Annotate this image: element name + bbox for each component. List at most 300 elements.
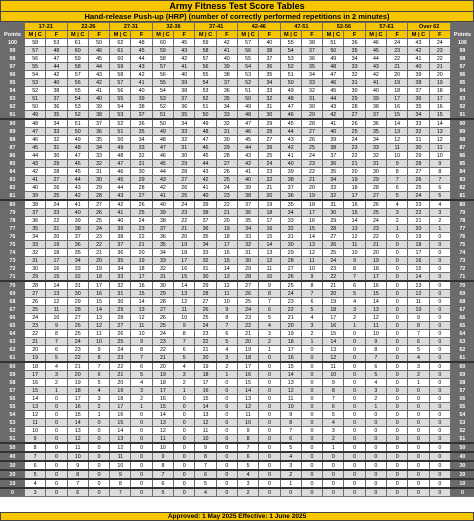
score-cell: 0 (387, 419, 408, 427)
score-cell: 4 (408, 354, 429, 363)
score-cell: 0 (429, 371, 450, 379)
score-cell: 33 (344, 63, 365, 71)
score-cell: 22 (280, 306, 301, 314)
score-cell: 5 (344, 290, 365, 298)
score-cell: 29 (174, 160, 195, 168)
score-cell: 33 (195, 249, 216, 257)
score-cell: 0 (429, 265, 450, 273)
score-cell: 16 (408, 257, 429, 265)
score-cell: 0 (259, 354, 280, 363)
table-row (1, 470, 474, 479)
score-cell: 50 (25, 103, 46, 111)
score-cell: 12 (301, 249, 322, 257)
score-cell: 18 (174, 249, 195, 257)
score-cell: 8 (323, 387, 344, 395)
score-cell: 43 (25, 160, 46, 168)
score-cell: 27 (152, 306, 173, 314)
score-cell: 53 (280, 55, 301, 63)
score-cell: 16 (46, 265, 67, 273)
score-cell: 30 (110, 298, 131, 306)
score-cell: 31 (237, 249, 258, 257)
score-cell: 40 (237, 176, 258, 184)
score-cell: 20 (152, 362, 173, 371)
score-cell: 5 (174, 354, 195, 363)
score-cell: 7 (88, 362, 109, 371)
score-cell: 12 (152, 427, 173, 435)
score-cell: 10 (88, 338, 109, 346)
score-cell: 0 (216, 479, 237, 488)
score-cell: 9 (387, 160, 408, 168)
score-cell: 37 (216, 79, 237, 87)
score-cell: 2 (174, 379, 195, 387)
table-row (1, 128, 474, 136)
score-cell: 21 (408, 217, 429, 225)
score-cell: 30 (323, 209, 344, 217)
score-cell: 0 (387, 387, 408, 395)
score-cell: 26 (408, 176, 429, 184)
score-cell: 24 (280, 290, 301, 298)
score-cell: 46 (365, 39, 386, 47)
score-cell: 0 (88, 479, 109, 488)
score-cell: 0 (88, 461, 109, 470)
score-cell: 37 (259, 55, 280, 63)
score-cell: 30 (67, 290, 88, 298)
score-cell: 0 (408, 461, 429, 470)
score-cell: 40 (152, 200, 173, 209)
points-cell: 83 (1, 176, 25, 184)
score-cell: 0 (88, 470, 109, 479)
score-cell: 34 (259, 79, 280, 87)
score-cell: 48 (237, 111, 258, 120)
score-cell: 33 (88, 152, 109, 160)
score-cell: 22 (429, 55, 450, 63)
score-cell: 0 (216, 387, 237, 395)
score-cell: 19 (259, 200, 280, 209)
score-cell: 0 (429, 241, 450, 249)
points-cell: 20 (450, 470, 474, 479)
score-cell: 39 (323, 136, 344, 144)
score-cell: 18 (429, 87, 450, 95)
score-cell: 31 (46, 144, 67, 152)
score-cell: 44 (110, 184, 131, 192)
score-cell: 0 (429, 322, 450, 330)
score-cell: 10 (25, 427, 46, 435)
score-cell: 15 (216, 257, 237, 265)
score-cell: 14 (174, 281, 195, 290)
score-cell: 6 (237, 452, 258, 461)
score-cell: 0 (365, 443, 386, 452)
male-combat-header: M | C (237, 31, 258, 39)
table-row (1, 346, 474, 354)
score-cell: 17 (323, 314, 344, 322)
score-cell: 39 (88, 103, 109, 111)
score-cell: 0 (429, 330, 450, 338)
score-cell: 17 (408, 249, 429, 257)
points-cell: 89 (1, 128, 25, 136)
points-cell: 52 (450, 427, 474, 435)
score-cell: 45 (174, 39, 195, 47)
score-cell: 10 (195, 435, 216, 444)
score-cell: 0 (323, 488, 344, 497)
score-cell: 19 (46, 241, 67, 249)
score-cell: 1 (323, 443, 344, 452)
score-cell: 0 (344, 435, 365, 444)
score-cell: 15 (237, 379, 258, 387)
score-cell: 4 (280, 452, 301, 461)
score-cell: 49 (323, 55, 344, 63)
score-cell: 50 (323, 47, 344, 55)
score-cell: 38 (174, 87, 195, 95)
points-cell: 91 (450, 111, 474, 120)
score-cell: 0 (387, 346, 408, 354)
score-cell: 28 (280, 257, 301, 265)
score-cell: 0 (174, 470, 195, 479)
score-cell: 8 (301, 281, 322, 290)
score-cell: 27 (280, 265, 301, 273)
score-cell: 10 (216, 298, 237, 306)
score-cell: 28 (259, 128, 280, 136)
points-cell: 10 (450, 479, 474, 488)
points-cell: 61 (1, 354, 25, 363)
table-row (1, 290, 474, 298)
score-cell: 0 (301, 461, 322, 470)
points-cell: 64 (450, 330, 474, 338)
score-cell: 9 (259, 281, 280, 290)
score-cell: 35 (67, 249, 88, 257)
score-cell: 21 (131, 241, 152, 249)
score-cell: 29 (152, 290, 173, 298)
score-cell: 37 (46, 95, 67, 103)
table-row (1, 354, 474, 363)
score-cell: 0 (387, 298, 408, 306)
score-cell: 41 (131, 79, 152, 87)
score-cell: 3 (216, 354, 237, 363)
score-cell: 35 (216, 95, 237, 103)
score-cell: 24 (174, 200, 195, 209)
score-cell: 37 (110, 241, 131, 249)
score-cell: 8 (67, 470, 88, 479)
score-cell: 30 (216, 136, 237, 144)
table-row (1, 461, 474, 470)
score-cell: 20 (216, 217, 237, 225)
score-cell: 21 (237, 330, 258, 338)
score-cell: 9 (195, 443, 216, 452)
score-cell: 30 (131, 168, 152, 176)
score-cell: 9 (216, 306, 237, 314)
score-cell: 26 (46, 184, 67, 192)
table-row (1, 225, 474, 233)
points-cell: 63 (450, 338, 474, 346)
score-cell: 7 (46, 338, 67, 346)
points-header: Points (1, 31, 25, 39)
score-cell: 4 (237, 470, 258, 479)
score-cell: 28 (408, 160, 429, 168)
score-cell: 31 (216, 128, 237, 136)
score-cell: 35 (280, 200, 301, 209)
score-cell: 1 (365, 403, 386, 411)
table-row (1, 71, 474, 79)
score-cell: 30 (259, 111, 280, 120)
score-cell: 23 (25, 322, 46, 330)
score-cell: 45 (152, 160, 173, 168)
score-cell: 13 (174, 290, 195, 298)
score-cell: 19 (131, 257, 152, 265)
score-cell: 59 (110, 63, 131, 71)
score-cell: 13 (301, 241, 322, 249)
score-cell: 0 (387, 257, 408, 265)
score-cell: 31 (67, 281, 88, 290)
table-row (1, 200, 474, 209)
score-cell: 22 (110, 362, 131, 371)
score-cell: 30 (195, 273, 216, 282)
score-cell: 16 (237, 371, 258, 379)
score-cell: 23 (174, 209, 195, 217)
score-cell: 7 (365, 354, 386, 363)
score-cell: 4 (174, 362, 195, 371)
score-cell: 0 (301, 379, 322, 387)
score-cell: 19 (323, 298, 344, 306)
score-cell: 24 (216, 184, 237, 192)
score-cell: 34 (131, 136, 152, 144)
score-cell: 6 (387, 184, 408, 192)
score-cell: 0 (259, 395, 280, 403)
score-cell: 0 (429, 395, 450, 403)
female-header: F (131, 31, 152, 39)
score-cell: 48 (46, 47, 67, 55)
score-cell: 5 (46, 354, 67, 363)
score-cell: 0 (301, 427, 322, 435)
score-cell: 36 (195, 225, 216, 233)
score-cell: 42 (195, 176, 216, 184)
score-cell: 0 (408, 427, 429, 435)
score-cell: 21 (280, 314, 301, 322)
score-cell: 36 (88, 128, 109, 136)
score-cell: 38 (131, 103, 152, 111)
score-cell: 31 (110, 290, 131, 298)
table-row (1, 379, 474, 387)
points-cell: 62 (1, 346, 25, 354)
score-cell: 0 (429, 387, 450, 395)
score-cell: 0 (387, 403, 408, 411)
score-cell: 44 (152, 168, 173, 176)
points-cell: 73 (450, 257, 474, 265)
score-cell: 0 (301, 479, 322, 488)
score-cell: 31 (344, 79, 365, 87)
table-row (1, 314, 474, 322)
score-cell: 46 (152, 152, 173, 160)
score-cell: 3 (301, 322, 322, 330)
score-cell: 24 (344, 136, 365, 144)
score-cell: 38 (323, 144, 344, 152)
score-cell: 55 (110, 95, 131, 103)
score-cell: 14 (301, 233, 322, 241)
score-cell: 54 (195, 79, 216, 87)
score-cell: 0 (131, 452, 152, 461)
score-cell: 23 (237, 314, 258, 322)
score-cell: 47 (25, 128, 46, 136)
score-cell: 8 (259, 290, 280, 298)
score-cell: 13 (323, 346, 344, 354)
score-cell: 37 (131, 111, 152, 120)
score-cell: 0 (259, 419, 280, 427)
table-row (1, 403, 474, 411)
points-cell: 94 (1, 87, 25, 95)
points-cell: 57 (450, 387, 474, 395)
score-cell: 8 (46, 330, 67, 338)
score-cell: 24 (110, 346, 131, 354)
score-cell: 4 (387, 200, 408, 209)
score-cell: 18 (387, 87, 408, 95)
score-cell: 11 (46, 306, 67, 314)
score-cell: 41 (323, 119, 344, 128)
score-cell: 0 (429, 257, 450, 265)
score-cell: 26 (323, 241, 344, 249)
score-cell: 49 (280, 87, 301, 95)
score-cell: 48 (323, 63, 344, 71)
score-cell: 22 (88, 241, 109, 249)
score-cell: 5 (408, 346, 429, 354)
score-cell: 29 (344, 95, 365, 103)
score-cell: 0 (429, 362, 450, 371)
score-cell: 25 (67, 330, 88, 338)
table-row (1, 95, 474, 103)
score-cell: 14 (46, 281, 67, 290)
score-cell: 0 (387, 322, 408, 330)
score-cell: 0 (387, 379, 408, 387)
score-cell: 13 (344, 225, 365, 233)
score-cell: 0 (429, 470, 450, 479)
score-cell: 11 (216, 290, 237, 298)
score-cell: 26 (195, 306, 216, 314)
score-cell: 14 (344, 217, 365, 225)
points-cell: 0 (450, 488, 474, 497)
score-cell: 42 (88, 79, 109, 87)
score-cell: 0 (46, 403, 67, 411)
points-cell: 74 (450, 249, 474, 257)
points-cell: 89 (450, 128, 474, 136)
score-cell: 15 (67, 411, 88, 419)
score-cell: 0 (365, 427, 386, 435)
score-cell: 0 (344, 395, 365, 403)
score-cell: 0 (301, 488, 322, 497)
score-cell: 36 (344, 39, 365, 47)
score-cell: 55 (195, 71, 216, 79)
score-cell: 16 (344, 200, 365, 209)
score-cell: 0 (301, 470, 322, 479)
score-cell: 21 (344, 160, 365, 168)
score-cell: 10 (174, 314, 195, 322)
table-subtitle: Hand-release Push-up (HRP) (number of correctly performed repetitions in 2 minutes) (0, 12, 474, 22)
score-cell: 0 (344, 330, 365, 338)
score-cell: 38 (365, 103, 386, 111)
table-row (1, 452, 474, 461)
points-cell: 53 (450, 419, 474, 427)
score-cell: 0 (387, 452, 408, 461)
score-cell: 0 (429, 249, 450, 257)
score-cell: 0 (46, 479, 67, 488)
score-cell: 24 (25, 314, 46, 322)
points-cell: 69 (1, 290, 25, 298)
score-cell: 2 (301, 330, 322, 338)
points-cell: 97 (450, 63, 474, 71)
score-cell: 12 (408, 290, 429, 298)
score-cell: 57 (237, 39, 258, 47)
score-cell: 26 (259, 144, 280, 152)
score-cell: 0 (344, 379, 365, 387)
table-row (1, 395, 474, 403)
score-cell: 19 (237, 346, 258, 354)
score-cell: 23 (429, 47, 450, 55)
score-cell: 36 (174, 103, 195, 111)
score-cell: 0 (408, 452, 429, 461)
score-cell: 6 (216, 330, 237, 338)
score-cell: 15 (174, 273, 195, 282)
score-cell: 10 (237, 419, 258, 427)
score-cell: 36 (152, 233, 173, 241)
score-cell: 24 (323, 257, 344, 265)
score-cell: 58 (195, 47, 216, 55)
score-cell: 36 (280, 192, 301, 201)
score-cell: 34 (344, 55, 365, 63)
score-cell: 16 (429, 103, 450, 111)
score-cell: 11 (365, 322, 386, 330)
score-cell: 22 (25, 330, 46, 338)
score-cell: 30 (25, 265, 46, 273)
score-cell: 16 (110, 411, 131, 419)
score-cell: 17 (259, 217, 280, 225)
score-cell: 57 (195, 55, 216, 63)
score-cell: 29 (280, 249, 301, 257)
score-cell: 0 (344, 354, 365, 363)
score-cell: 53 (237, 71, 258, 79)
score-cell: 35 (408, 103, 429, 111)
score-cell: 0 (301, 346, 322, 354)
score-cell: 7 (280, 427, 301, 435)
score-cell: 42 (131, 71, 152, 79)
score-cell: 33 (131, 144, 152, 152)
score-cell: 19 (174, 241, 195, 249)
score-cell: 0 (408, 395, 429, 403)
score-cell: 59 (195, 39, 216, 47)
score-cell: 14 (88, 306, 109, 314)
score-cell: 0 (259, 379, 280, 387)
score-cell: 15 (301, 225, 322, 233)
points-cell: 66 (1, 314, 25, 322)
score-cell: 0 (387, 233, 408, 241)
score-cell: 2 (323, 435, 344, 444)
points-cell: 40 (1, 452, 25, 461)
score-cell: 42 (280, 144, 301, 152)
score-cell: 1 (408, 379, 429, 387)
score-cell: 3 (46, 371, 67, 379)
score-cell: 25 (131, 209, 152, 217)
score-cell: 30 (46, 152, 67, 160)
score-cell: 24 (195, 322, 216, 330)
points-cell: 62 (450, 346, 474, 354)
score-cell: 25 (301, 144, 322, 152)
score-cell: 7 (131, 354, 152, 363)
score-cell: 58 (25, 39, 46, 47)
points-cell: 66 (450, 314, 474, 322)
score-cell: 19 (365, 257, 386, 265)
score-cell: 41 (88, 87, 109, 95)
score-cell: 0 (131, 427, 152, 435)
score-cell: 28 (195, 290, 216, 298)
score-cell: 22 (323, 273, 344, 282)
corner-cell (1, 23, 25, 31)
score-cell: 21 (174, 225, 195, 233)
table-row (1, 265, 474, 273)
